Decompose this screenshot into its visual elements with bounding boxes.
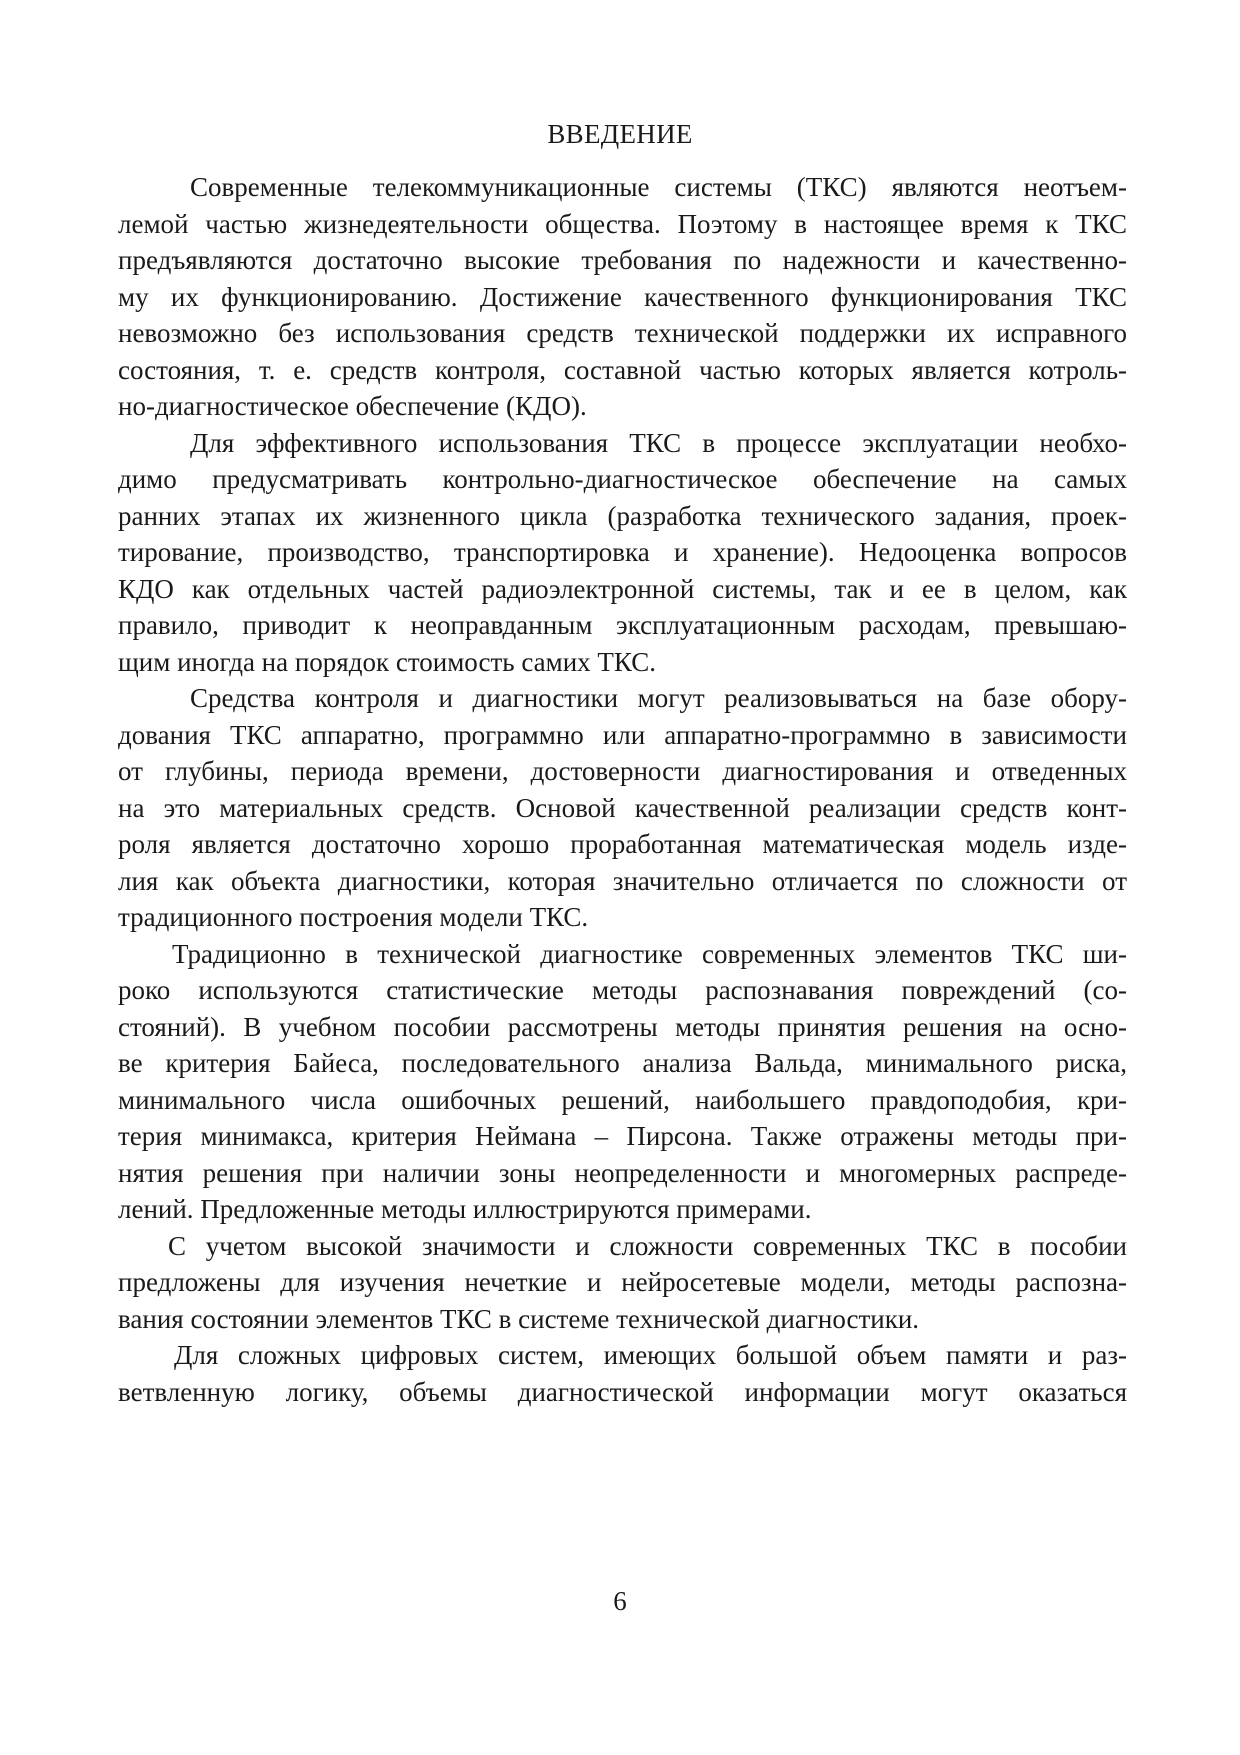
text-line: лемой частью жизнедеятельности общества. Поэтому в настоящее время к ТКС (118, 209, 1127, 239)
text-line: лений. Предложенные методы иллюстрируются примерами. (118, 1194, 812, 1224)
text-line: предложены для изучения нечеткие и нейросетевые модели, методы распозна- (118, 1267, 1127, 1297)
text-line: ветвленную логику, объемы диагностической информации могут оказаться (118, 1377, 1127, 1407)
text-line: стояний). В учебном пособии рассмотрены методы принятия решения на осно- (118, 1012, 1127, 1042)
text-line: Для сложных цифровых систем, имеющих большой объем памяти и раз- (174, 1340, 1127, 1370)
text-line: ве критерия Байеса, последовательного анализа Вальда, минимального риска, (118, 1048, 1127, 1078)
text-line: щим иногда на порядок стоимость самих ТКС. (118, 647, 656, 677)
text-line: но-диагностическое обеспечение (КДО). (118, 391, 587, 421)
text-line: роля является достаточно хорошо проработанная математическая модель изде- (118, 829, 1127, 859)
text-line: минимального числа ошибочных решений, наибольшего правдоподобия, кри- (118, 1085, 1127, 1115)
text-line: правило, приводит к неоправданным эксплуатационным расходам, превышаю- (118, 610, 1127, 640)
text-line: Средства контроля и диагностики могут реализовываться на базе обору- (190, 683, 1127, 713)
text-line: терия минимакса, критерия Неймана – Пирсона. Также отражены методы при- (118, 1121, 1127, 1151)
text-line: на это материальных средств. Основой качественной реализации средств конт- (118, 793, 1127, 823)
text-line: му их функционированию. Достижение качественного функционирования ТКС (118, 282, 1127, 312)
text-line: С учетом высокой значимости и сложности современных ТКС в пособии (168, 1231, 1127, 1261)
text-line: Для эффективного использования ТКС в процессе эксплуатации необхо- (190, 428, 1127, 458)
page-number: 6 (613, 1586, 627, 1616)
text-line: тирование, производство, транспортировка и хранение). Недооценка вопросов (118, 537, 1127, 567)
text-line: состояния, т. е. средств контроля, составной частью которых является котроль- (118, 355, 1127, 385)
text-line: предъявляются достаточно высокие требования по надежности и качественно- (118, 245, 1127, 275)
text-line: традиционного построения модели ТКС. (118, 902, 589, 932)
text-line: Современные телекоммуникационные системы (ТКС) являются неотъем- (190, 172, 1127, 202)
text-line: роко используются статистические методы распознавания повреждений (со- (118, 975, 1127, 1005)
text-line: нятия решения при наличии зоны неопределенности и многомерных распреде- (118, 1158, 1127, 1188)
text-line: ранних этапах их жизненного цикла (разработка технического задания, проек- (118, 501, 1127, 531)
text-line: вания состоянии элементов ТКС в системе технической диагностики. (118, 1304, 920, 1334)
text-line: дования ТКС аппаратно, программно или аппаратно-программно в зависимости (118, 720, 1127, 750)
text-line: КДО как отдельных частей радиоэлектронной системы, так и ее в целом, как (118, 574, 1127, 604)
text-line: невозможно без использования средств технической поддержки их исправного (118, 318, 1127, 348)
text-line: Традиционно в технической диагностике современных элементов ТКС ши- (172, 939, 1127, 969)
text-line: димо предусматривать контрольно-диагностическое обеспечение на самых (118, 464, 1127, 494)
section-heading: ВВЕДЕНИЕ (547, 119, 693, 149)
text-line: лия как объекта диагностики, которая значительно отличается по сложности от (118, 866, 1127, 896)
text-line: от глубины, периода времени, достоверности диагностирования и отведенных (118, 756, 1127, 786)
